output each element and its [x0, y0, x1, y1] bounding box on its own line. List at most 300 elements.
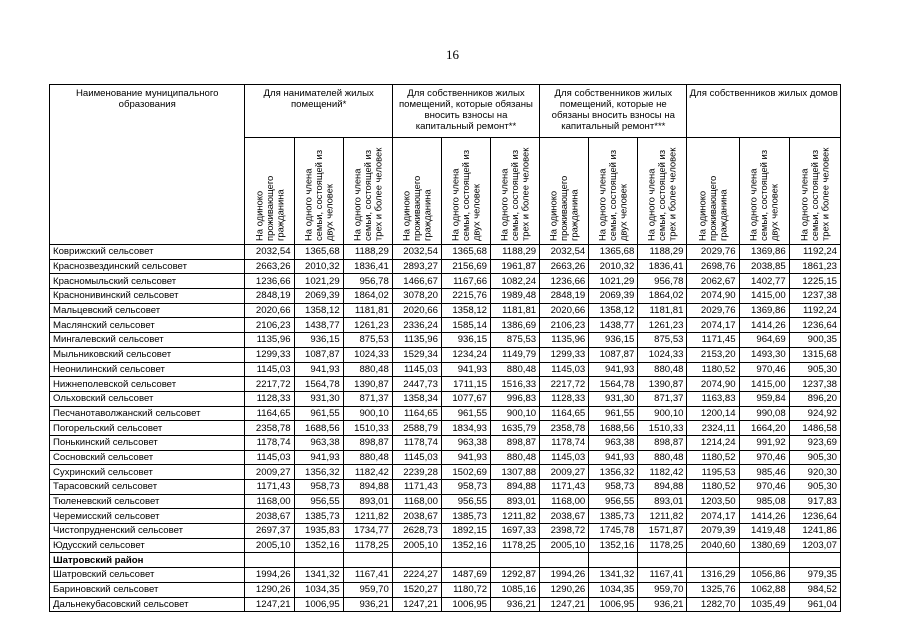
value-cell: 1510,33 [343, 421, 392, 436]
municipality-name: Тарасовский сельсовет [50, 480, 245, 495]
value-cell: 1178,74 [245, 435, 294, 450]
value-cell: 2009,27 [245, 465, 294, 480]
value-cell: 1006,95 [294, 597, 343, 612]
value-cell: 963,38 [589, 435, 638, 450]
value-cell: 880,48 [343, 362, 392, 377]
municipality-name: Маслянский сельсовет [50, 318, 245, 333]
subcol-header-three-plus-family-member [638, 138, 687, 245]
name-column-header: Наименование муниципального образования [50, 85, 245, 245]
value-cell: 1415,00 [739, 289, 789, 304]
value-cell: 936,21 [343, 597, 392, 612]
subcol-header-label: На одного члена семьи, состоящей из двух человек [301, 149, 334, 241]
value-cell: 956,55 [441, 494, 490, 509]
municipality-name: Нижнеполевской сельсовет [50, 377, 245, 392]
value-cell: 2398,72 [540, 524, 589, 539]
value-cell: 1171,43 [245, 480, 294, 495]
value-cell: 1356,32 [294, 465, 343, 480]
value-cell: 1836,41 [343, 259, 392, 274]
table-row [50, 509, 841, 524]
value-cell: 2324,11 [687, 421, 739, 436]
value-cell: 963,38 [294, 435, 343, 450]
value-cell: 1145,03 [245, 362, 294, 377]
subcol-header-label: На одного члена семьи, состоящей из двух человек [449, 149, 482, 241]
value-cell [245, 553, 294, 568]
value-cell: 1135,96 [245, 333, 294, 348]
value-cell: 956,78 [343, 274, 392, 289]
value-cell: 1236,64 [789, 509, 840, 524]
value-cell: 2447,73 [392, 377, 441, 392]
value-cell: 1341,32 [294, 568, 343, 583]
value-cell: 2156,69 [441, 259, 490, 274]
value-cell: 3078,20 [392, 289, 441, 304]
value-cell: 1358,12 [294, 303, 343, 318]
value-cell: 1365,68 [589, 245, 638, 260]
value-cell: 2038,67 [245, 509, 294, 524]
value-cell: 970,46 [739, 362, 789, 377]
value-cell: 991,92 [739, 435, 789, 450]
subcol-header-single-person [687, 138, 739, 245]
table-row [50, 289, 841, 304]
value-cell: 936,15 [294, 333, 343, 348]
value-cell [789, 553, 840, 568]
table-row [50, 465, 841, 480]
value-cell: 1167,66 [441, 274, 490, 289]
value-cell: 941,93 [441, 450, 490, 465]
value-cell: 2010,32 [589, 259, 638, 274]
value-cell: 956,55 [589, 494, 638, 509]
value-cell: 880,48 [491, 450, 540, 465]
value-cell: 1192,24 [789, 303, 840, 318]
value-cell: 1711,15 [441, 377, 490, 392]
value-cell: 958,73 [441, 480, 490, 495]
value-cell: 1164,65 [540, 406, 589, 421]
value-cell: 963,38 [441, 435, 490, 450]
value-cell: 958,73 [294, 480, 343, 495]
value-cell: 875,53 [491, 333, 540, 348]
table-row [50, 333, 841, 348]
value-cell: 1056,86 [739, 568, 789, 583]
value-cell: 956,55 [294, 494, 343, 509]
value-cell: 1077,67 [441, 391, 490, 406]
value-cell: 1571,87 [638, 524, 687, 539]
value-cell: 1529,34 [392, 347, 441, 362]
value-cell: 961,55 [589, 406, 638, 421]
value-cell: 1211,82 [491, 509, 540, 524]
value-cell: 1369,86 [739, 303, 789, 318]
group-header-house-owners: Для собственников жилых домов [687, 85, 841, 138]
value-cell: 1520,27 [392, 582, 441, 597]
value-cell: 1635,79 [491, 421, 540, 436]
value-cell: 875,53 [343, 333, 392, 348]
group-header-owners-obliged: Для собственников жилых помещений, которые обязаны вносить взносы на капитальный ремонт** [392, 85, 539, 138]
value-cell: 1341,32 [589, 568, 638, 583]
municipality-name: Неонилинский сельсовет [50, 362, 245, 377]
subcol-header-single-person [245, 138, 294, 245]
value-cell: 1021,29 [589, 274, 638, 289]
value-cell: 2663,26 [540, 259, 589, 274]
page-number: 16 [446, 47, 459, 62]
value-cell: 1390,87 [343, 377, 392, 392]
table-row [50, 568, 841, 583]
value-cell: 917,83 [789, 494, 840, 509]
value-cell: 1861,23 [789, 259, 840, 274]
value-cell: 1415,00 [739, 377, 789, 392]
value-cell: 2062,67 [687, 274, 739, 289]
value-cell: 1292,87 [491, 568, 540, 583]
table-row [50, 245, 841, 260]
value-cell: 1466,67 [392, 274, 441, 289]
value-cell: 1307,88 [491, 465, 540, 480]
value-cell: 894,88 [491, 480, 540, 495]
value-cell: 1164,65 [245, 406, 294, 421]
value-cell: 1836,41 [638, 259, 687, 274]
value-cell: 936,15 [589, 333, 638, 348]
value-cell: 1167,41 [638, 568, 687, 583]
value-cell [638, 553, 687, 568]
group-header-tenants: Для нанимателей жилых помещений* [245, 85, 392, 138]
value-cell [294, 553, 343, 568]
value-cell: 2029,76 [687, 245, 739, 260]
value-cell: 1135,96 [540, 333, 589, 348]
subcol-header-two-person-family-member [739, 138, 789, 245]
value-cell: 2106,23 [245, 318, 294, 333]
value-cell: 2697,37 [245, 524, 294, 539]
value-cell: 1688,56 [294, 421, 343, 436]
table-row [50, 391, 841, 406]
value-cell: 1128,33 [540, 391, 589, 406]
value-cell: 894,88 [638, 480, 687, 495]
value-cell: 941,93 [294, 450, 343, 465]
value-cell: 958,73 [589, 480, 638, 495]
value-cell: 2588,79 [392, 421, 441, 436]
value-cell: 1414,26 [739, 509, 789, 524]
value-cell: 1024,33 [638, 347, 687, 362]
value-cell: 1188,29 [343, 245, 392, 260]
value-cell: 2336,24 [392, 318, 441, 333]
value-cell: 2009,27 [540, 465, 589, 480]
table-row [50, 303, 841, 318]
value-cell: 1585,14 [441, 318, 490, 333]
value-cell: 2010,32 [294, 259, 343, 274]
value-cell [540, 553, 589, 568]
subcol-header-single-person [540, 138, 589, 245]
subsistence-table [49, 84, 841, 612]
subcol-header-three-plus-family-member [491, 138, 540, 245]
municipality-name: Сосновский сельсовет [50, 450, 245, 465]
value-cell: 1352,16 [294, 538, 343, 553]
value-cell: 1697,33 [491, 524, 540, 539]
section-row [50, 553, 841, 568]
municipality-name: Песчанотаволжанский сельсовет [50, 406, 245, 421]
value-cell: 900,10 [343, 406, 392, 421]
value-cell: 936,21 [491, 597, 540, 612]
value-cell: 2848,19 [540, 289, 589, 304]
value-cell: 1171,43 [392, 480, 441, 495]
municipality-name: Погорельский сельсовет [50, 421, 245, 436]
value-cell: 2224,27 [392, 568, 441, 583]
value-cell: 2217,72 [245, 377, 294, 392]
value-cell: 2032,54 [245, 245, 294, 260]
value-cell: 941,93 [589, 362, 638, 377]
value-cell: 1380,69 [739, 538, 789, 553]
municipality-name: Мингалевский сельсовет [50, 333, 245, 348]
value-cell: 1168,00 [540, 494, 589, 509]
value-cell: 1006,95 [441, 597, 490, 612]
table-row [50, 538, 841, 553]
value-cell: 1188,29 [491, 245, 540, 260]
table-row [50, 274, 841, 289]
value-cell: 900,35 [789, 333, 840, 348]
table-header [50, 85, 841, 245]
value-cell: 1171,43 [540, 480, 589, 495]
table-row [50, 494, 841, 509]
value-cell: 1062,88 [739, 582, 789, 597]
value-cell: 1261,23 [343, 318, 392, 333]
value-cell: 871,37 [343, 391, 392, 406]
value-cell: 1211,82 [638, 509, 687, 524]
value-cell: 2106,23 [540, 318, 589, 333]
value-cell: 1564,78 [589, 377, 638, 392]
municipality-name: Сухринский сельсовет [50, 465, 245, 480]
value-cell: 1178,74 [392, 435, 441, 450]
value-cell: 2074,90 [687, 289, 739, 304]
value-cell: 1299,33 [540, 347, 589, 362]
municipality-name: Шатровский сельсовет [50, 568, 245, 583]
municipality-name: Мыльниковский сельсовет [50, 347, 245, 362]
value-cell: 1145,03 [540, 362, 589, 377]
section-title: Шатровский район [50, 553, 245, 568]
value-cell: 1214,24 [687, 435, 739, 450]
value-cell: 959,70 [343, 582, 392, 597]
value-cell: 1128,33 [245, 391, 294, 406]
value-cell: 1386,69 [491, 318, 540, 333]
subcol-header-label: На одного члена семьи, состоящей из двух человек [596, 149, 629, 241]
municipality-name: Бариновский сельсовет [50, 582, 245, 597]
value-cell: 1034,35 [589, 582, 638, 597]
value-cell: 1178,74 [540, 435, 589, 450]
value-cell: 1168,00 [392, 494, 441, 509]
value-cell: 1247,21 [392, 597, 441, 612]
value-cell: 1352,16 [589, 538, 638, 553]
value-cell: 880,48 [638, 450, 687, 465]
value-cell: 1181,81 [638, 303, 687, 318]
value-cell: 1369,86 [739, 245, 789, 260]
value-cell: 1385,73 [589, 509, 638, 524]
value-cell: 1188,29 [638, 245, 687, 260]
value-cell: 959,84 [739, 391, 789, 406]
value-cell: 893,01 [491, 494, 540, 509]
value-cell: 1203,07 [789, 538, 840, 553]
value-cell: 1315,68 [789, 347, 840, 362]
value-cell: 985,46 [739, 465, 789, 480]
table-row [50, 597, 841, 612]
municipality-name: Понькинский сельсовет [50, 435, 245, 450]
value-cell: 1180,52 [687, 450, 739, 465]
municipality-name: Коврижский сельсовет [50, 245, 245, 260]
value-cell: 1316,29 [687, 568, 739, 583]
value-cell: 2153,20 [687, 347, 739, 362]
value-cell: 1171,45 [687, 333, 739, 348]
municipality-name: Черемисский сельсовет [50, 509, 245, 524]
value-cell: 1034,35 [294, 582, 343, 597]
value-cell: 1236,64 [789, 318, 840, 333]
value-cell: 1502,69 [441, 465, 490, 480]
value-cell: 1864,02 [343, 289, 392, 304]
value-cell: 941,93 [441, 362, 490, 377]
value-cell: 936,15 [441, 333, 490, 348]
value-cell: 871,37 [638, 391, 687, 406]
value-cell: 923,69 [789, 435, 840, 450]
value-cell [491, 553, 540, 568]
table-row [50, 450, 841, 465]
municipality-name: Красномыльский сельсовет [50, 274, 245, 289]
value-cell: 2079,39 [687, 524, 739, 539]
value-cell: 1163,83 [687, 391, 739, 406]
value-cell: 905,30 [789, 480, 840, 495]
value-cell: 1149,79 [491, 347, 540, 362]
value-cell: 2628,73 [392, 524, 441, 539]
value-cell: 2358,78 [540, 421, 589, 436]
value-cell: 1390,87 [638, 377, 687, 392]
value-cell: 1035,49 [739, 597, 789, 612]
value-cell: 1192,24 [789, 245, 840, 260]
value-cell: 1087,87 [294, 347, 343, 362]
municipality-name: Краснонивинский сельсовет [50, 289, 245, 304]
value-cell: 964,69 [739, 333, 789, 348]
value-cell: 2032,54 [392, 245, 441, 260]
value-cell: 2038,67 [392, 509, 441, 524]
value-cell: 1180,52 [687, 362, 739, 377]
value-cell: 1664,20 [739, 421, 789, 436]
value-cell: 2005,10 [392, 538, 441, 553]
value-cell: 1182,42 [638, 465, 687, 480]
value-cell: 2040,60 [687, 538, 739, 553]
value-cell: 936,21 [638, 597, 687, 612]
table-row [50, 347, 841, 362]
value-cell: 898,87 [343, 435, 392, 450]
value-cell: 905,30 [789, 450, 840, 465]
value-cell: 1164,65 [392, 406, 441, 421]
value-cell: 1365,68 [294, 245, 343, 260]
value-cell: 1864,02 [638, 289, 687, 304]
value-cell: 931,30 [294, 391, 343, 406]
municipality-name: Дальнекубасовский сельсовет [50, 597, 245, 612]
value-cell: 1180,52 [687, 480, 739, 495]
value-cell: 1358,12 [589, 303, 638, 318]
value-cell: 1145,03 [540, 450, 589, 465]
value-cell: 898,87 [491, 435, 540, 450]
value-cell: 2020,66 [540, 303, 589, 318]
value-cell: 1438,77 [589, 318, 638, 333]
value-cell: 984,52 [789, 582, 840, 597]
value-cell: 2893,27 [392, 259, 441, 274]
value-cell: 1325,76 [687, 582, 739, 597]
value-cell: 970,46 [739, 450, 789, 465]
subcol-header-label: На одиноко проживающего гражданина [252, 175, 285, 241]
value-cell: 2074,90 [687, 377, 739, 392]
value-cell: 2069,39 [589, 289, 638, 304]
value-cell: 875,53 [638, 333, 687, 348]
value-cell: 924,92 [789, 406, 840, 421]
value-cell: 1145,03 [245, 450, 294, 465]
value-cell: 2020,66 [392, 303, 441, 318]
value-cell: 1261,23 [638, 318, 687, 333]
value-cell: 1241,86 [789, 524, 840, 539]
value-cell: 1085,16 [491, 582, 540, 597]
value-cell: 2005,10 [245, 538, 294, 553]
value-cell: 1211,82 [343, 509, 392, 524]
value-cell [392, 553, 441, 568]
municipality-name: Ольховский сельсовет [50, 391, 245, 406]
value-cell: 1237,38 [789, 377, 840, 392]
municipality-name: Мальцевский сельсовет [50, 303, 245, 318]
value-cell: 1493,30 [739, 347, 789, 362]
subcol-header-label: На одного члена семьи, состоящей из трех и более человек [645, 147, 678, 241]
value-cell: 1564,78 [294, 377, 343, 392]
value-cell [687, 553, 739, 568]
value-cell: 894,88 [343, 480, 392, 495]
value-cell: 1178,25 [343, 538, 392, 553]
value-cell: 900,10 [491, 406, 540, 421]
municipality-name: Тюленевский сельсовет [50, 494, 245, 509]
subcol-header-label: На одиноко проживающего гражданина [400, 175, 433, 241]
value-cell: 1167,41 [343, 568, 392, 583]
value-cell: 1352,16 [441, 538, 490, 553]
value-cell: 1414,26 [739, 318, 789, 333]
value-cell: 1358,12 [441, 303, 490, 318]
value-cell: 1247,21 [540, 597, 589, 612]
value-cell: 961,04 [789, 597, 840, 612]
value-cell: 961,55 [294, 406, 343, 421]
table-row [50, 259, 841, 274]
value-cell: 880,48 [343, 450, 392, 465]
value-cell: 1438,77 [294, 318, 343, 333]
value-cell: 1510,33 [638, 421, 687, 436]
value-cell: 2038,85 [739, 259, 789, 274]
subcol-header-two-person-family-member [441, 138, 490, 245]
value-cell: 1236,66 [540, 274, 589, 289]
value-cell: 1006,95 [589, 597, 638, 612]
value-cell: 959,70 [638, 582, 687, 597]
value-cell: 898,87 [638, 435, 687, 450]
value-cell: 941,93 [589, 450, 638, 465]
value-cell: 961,55 [441, 406, 490, 421]
value-cell: 2663,26 [245, 259, 294, 274]
value-cell: 2074,17 [687, 509, 739, 524]
table-row [50, 480, 841, 495]
table-row [50, 377, 841, 392]
value-cell: 2217,72 [540, 377, 589, 392]
value-cell: 996,83 [491, 391, 540, 406]
value-cell: 1203,50 [687, 494, 739, 509]
value-cell: 1181,81 [343, 303, 392, 318]
value-cell: 1290,26 [245, 582, 294, 597]
value-cell: 2020,66 [245, 303, 294, 318]
subcol-header-label: На одного члена семьи, состоящей из трех и более человек [498, 147, 531, 241]
value-cell: 1178,25 [638, 538, 687, 553]
value-cell: 2848,19 [245, 289, 294, 304]
value-cell: 2069,39 [294, 289, 343, 304]
value-cell: 1024,33 [343, 347, 392, 362]
value-cell: 1178,25 [491, 538, 540, 553]
value-cell: 1486,58 [789, 421, 840, 436]
subcol-header-two-person-family-member [589, 138, 638, 245]
table-row [50, 406, 841, 421]
value-cell: 896,20 [789, 391, 840, 406]
value-cell: 1358,34 [392, 391, 441, 406]
value-cell [441, 553, 490, 568]
value-cell: 1935,83 [294, 524, 343, 539]
